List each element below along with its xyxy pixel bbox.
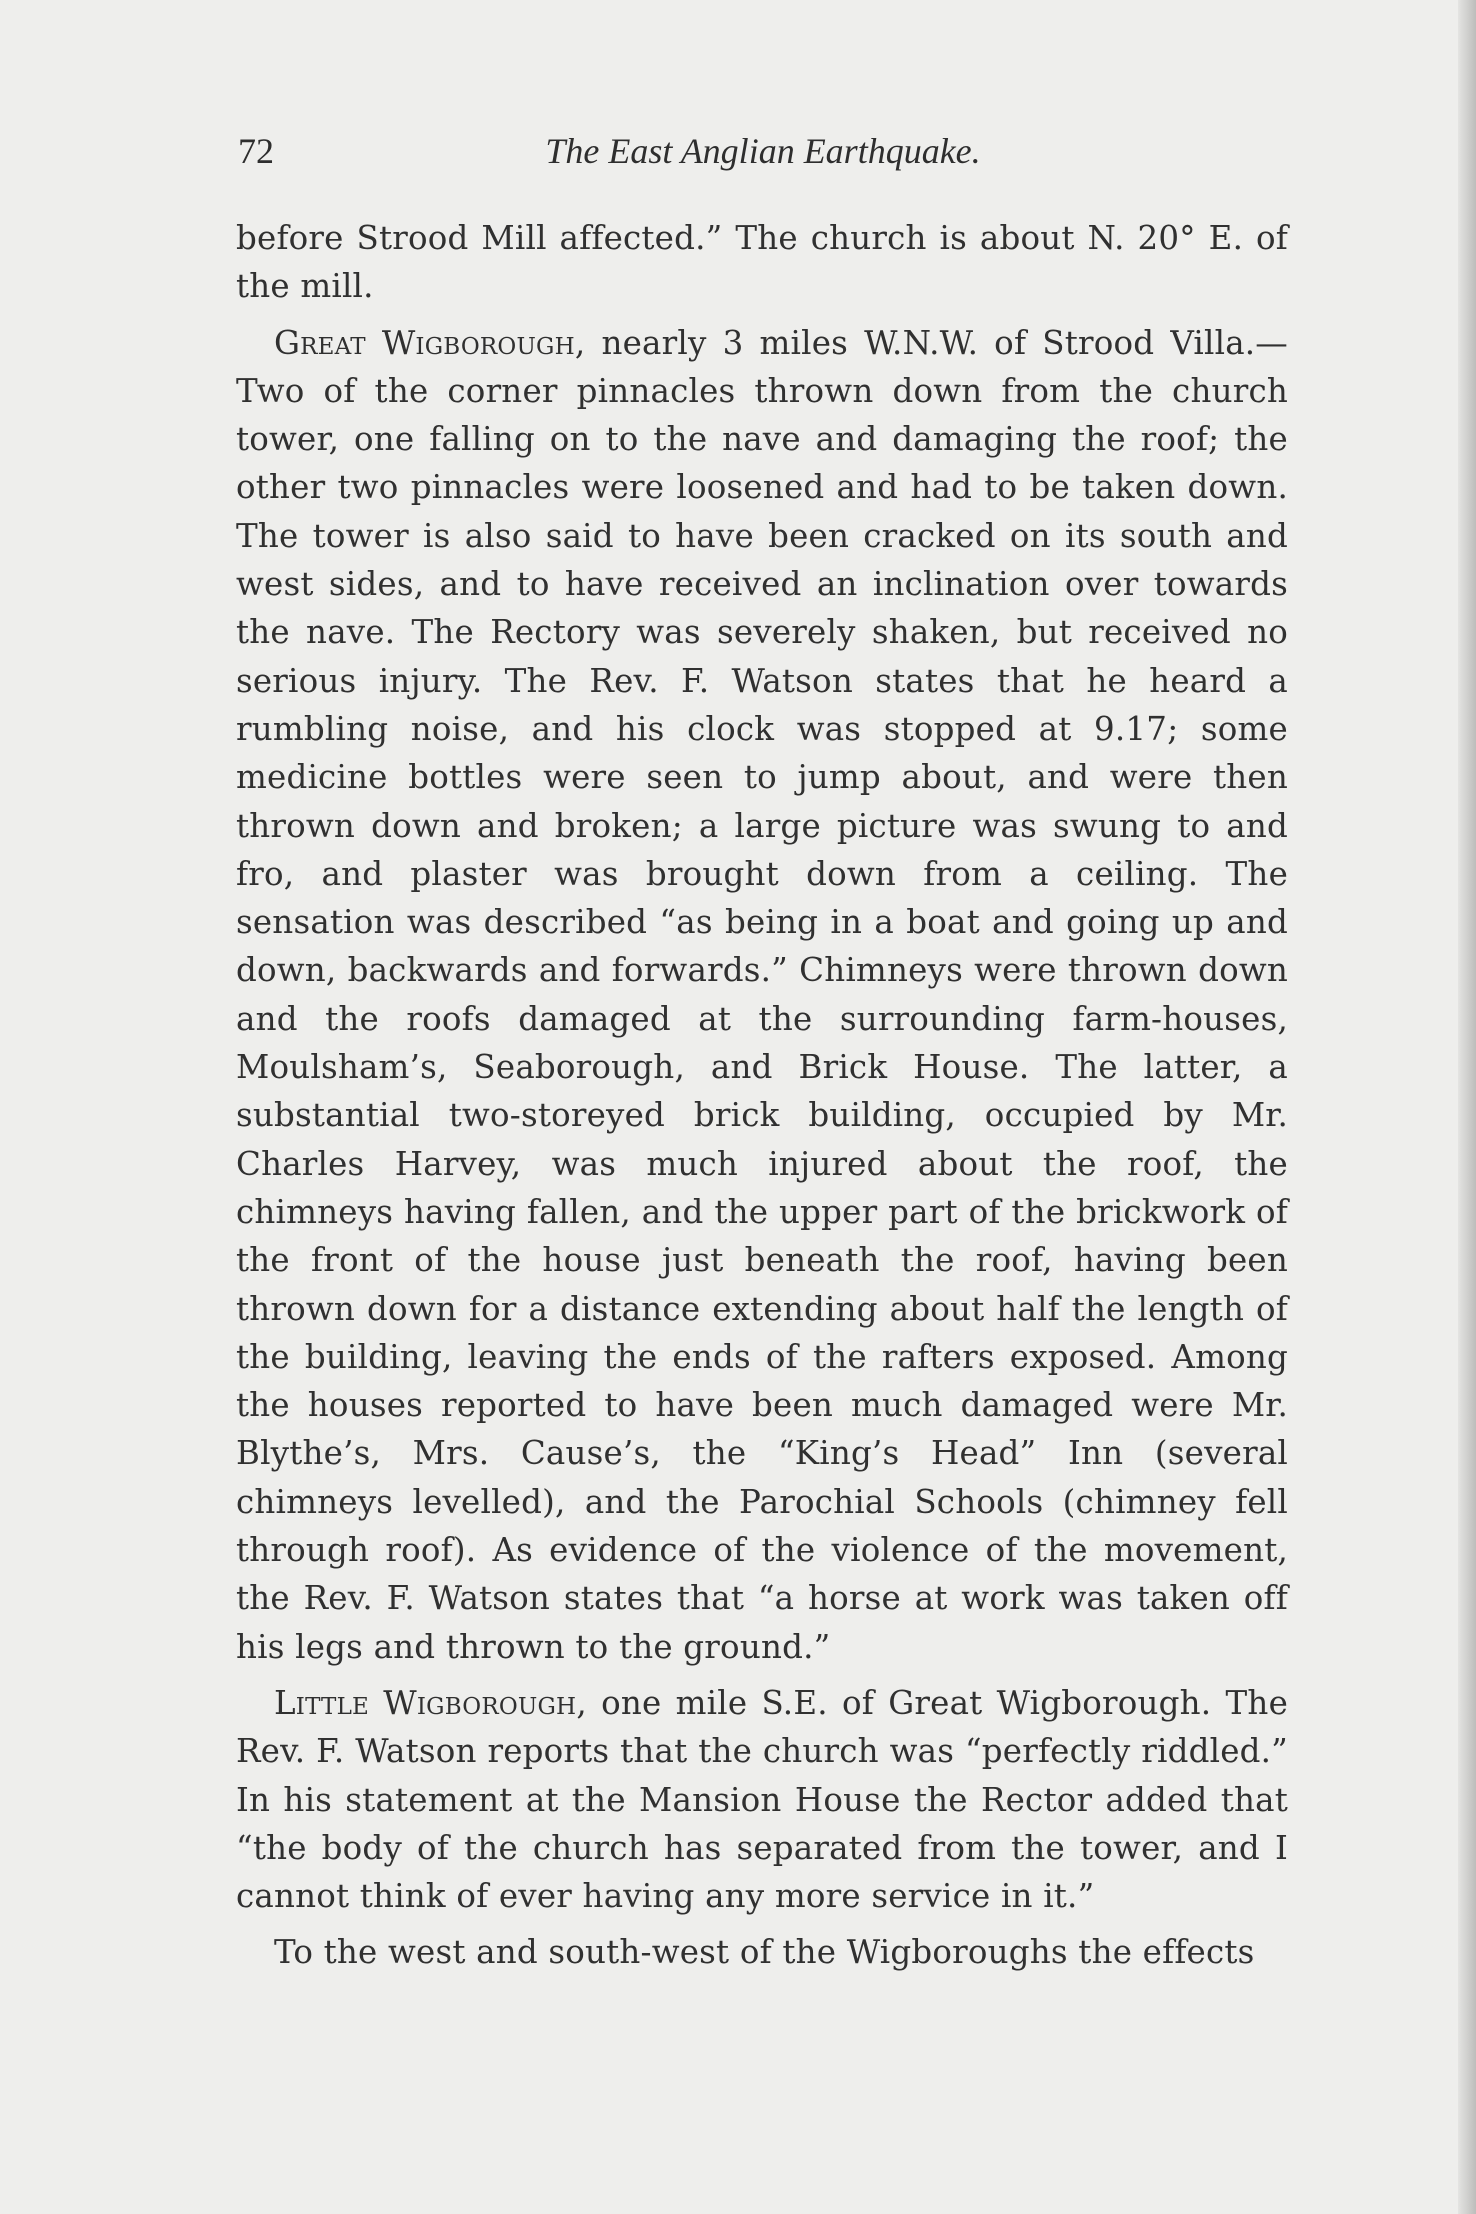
paragraph-west-southwest xyxy=(236,1928,1288,1976)
paragraph-text: , one mile S.E. of Great Wigborough. The Rev. F. Watson reports that the church was “perfectly riddled.” In his statement at the Mansion House the Rector added that “the body of the church has separated from the tower, and I cannot think of ever having any more service in it.” xyxy=(236,1683,1288,1916)
paragraph-text: before Strood Mill affected.” The church is about N. 20° E. of the mill. xyxy=(236,219,1288,306)
page-header xyxy=(238,130,1288,184)
place-heading-great-wigborough: Great Wigborough xyxy=(274,323,575,362)
paragraph-text: , nearly 3 miles W.N.W. of Strood Villa.—Two of the corner pinnacles thrown down from the church tower, one falling on to the nave and damaging the roof; the other two pinnacles were loosened and had to be taken down. The tower is also said to have been cracked on its south and west sides, and to have received an inclination over towards the nave. The Rectory was severely shaken, but received no serious injury. The Rev. F. Watson states that he heard a rumbling noise, and his clock was stopped at 9.17; some medicine bottles were seen to jump about, and were then thrown down and broken; a large picture was swung to and fro, and plaster was brought down from a ceiling. The sensation was described “as being in a boat and going up and down, backwards and forwards.” Chimneys were thrown down and the roofs damaged at the surrounding farm-houses, Moulsham’s, Seaborough, and Brick House. The latter, a substantial two-storeyed brick building, occupied by Mr. Charles Harvey, was much injured about the roof, the chimneys having fallen, and the upper part of the brickwork of the front of the house just beneath the roof, having been thrown down for a distance extending about half the length of the building, leaving the ends of the rafters exposed. Among the houses reported to have been much damaged were Mr. Blythe’s, Mrs. Cause’s, the “King’s Head” Inn (several chimneys levelled), and the Parochial Schools (chimney fell through roof). As evidence of the violence of the movement, the Rev. F. Watson states that “a horse at work was taken off his legs and thrown to the ground.” xyxy=(236,323,1289,1666)
paragraph-great-wigborough xyxy=(236,319,1288,1671)
paragraph-little-wigborough xyxy=(236,1679,1288,1920)
paragraph-text: To the west and south-west of the Wigboroughs the effects xyxy=(274,1933,1255,1972)
paragraph-continuation xyxy=(236,214,1288,311)
running-title: The East Anglian Earthquake. xyxy=(545,131,981,171)
place-heading-little-wigborough: Little Wigborough xyxy=(274,1683,577,1722)
page-number: 72 xyxy=(238,131,274,171)
body-text xyxy=(236,214,1288,1977)
